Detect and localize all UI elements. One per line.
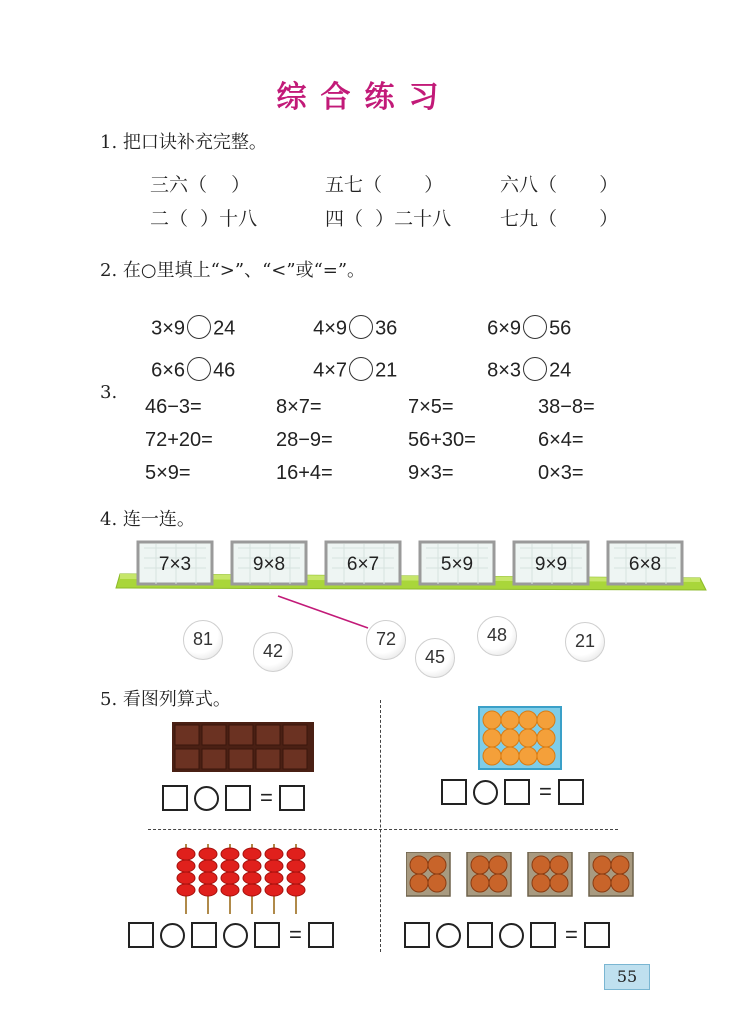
q3-heading: 3. — [100, 382, 118, 403]
q3-problem: 6×4= — [538, 429, 584, 451]
q2-right: 21 — [375, 359, 398, 382]
equation-row — [128, 922, 340, 948]
candied-haws-picture — [176, 842, 308, 916]
answer-box[interactable] — [191, 922, 217, 948]
goal-label: 5×9 — [440, 554, 474, 575]
q3-problem: 0×3= — [538, 462, 584, 484]
equals-sign: = — [289, 922, 302, 947]
answer-box[interactable] — [225, 785, 251, 811]
answer-circle[interactable] — [523, 357, 547, 381]
soccer-ball[interactable] — [565, 622, 605, 662]
operator-circle[interactable] — [436, 923, 461, 948]
chocolate-bar-picture — [172, 722, 314, 772]
goal-label: 6×7 — [346, 554, 380, 575]
goal-net[interactable] — [136, 540, 214, 586]
answer-box[interactable] — [558, 779, 584, 805]
answer-box[interactable] — [254, 922, 280, 948]
vertical-divider — [380, 700, 381, 952]
q2-right: 24 — [549, 359, 572, 382]
equals-sign: = — [260, 785, 273, 810]
page-number: 55 — [604, 964, 650, 990]
q3-problem: 46−3= — [145, 396, 202, 418]
operator-circle[interactable] — [499, 923, 524, 948]
q3-problem: 5×9= — [145, 462, 191, 484]
answer-box[interactable] — [404, 922, 430, 948]
q1-item: 六八（ ） — [500, 174, 619, 196]
equation-row — [441, 779, 590, 805]
soccer-ball[interactable] — [366, 620, 406, 660]
example-connector-line — [270, 590, 380, 635]
goal-net[interactable] — [230, 540, 308, 586]
soccer-ball[interactable] — [253, 632, 293, 672]
equals-sign: = — [565, 922, 578, 947]
q4-heading: 4. 连一连。 — [100, 509, 195, 530]
q2-right: 24 — [213, 317, 236, 340]
ball-number: 45 — [424, 647, 446, 667]
answer-box[interactable] — [308, 922, 334, 948]
operator-circle[interactable] — [223, 923, 248, 948]
equation-row — [404, 922, 616, 948]
q1-item: 五七（ ） — [325, 174, 444, 196]
soccer-ball[interactable] — [477, 616, 517, 656]
q2-left: 4×9 — [313, 317, 348, 340]
cookie-boxes-picture — [406, 852, 634, 898]
q2-left: 4×7 — [313, 359, 348, 382]
horizontal-divider — [148, 829, 618, 830]
soccer-ball[interactable] — [183, 620, 223, 660]
q2-left: 6×9 — [487, 317, 522, 340]
soccer-ball[interactable] — [415, 638, 455, 678]
goal-label: 9×8 — [252, 554, 286, 575]
ball-number: 72 — [375, 629, 397, 649]
goal-net[interactable] — [324, 540, 402, 586]
ball-number: 81 — [192, 629, 214, 649]
q2-compare — [302, 336, 397, 383]
q1-item: 四（ ）二十八 — [325, 208, 452, 230]
goal-net[interactable] — [418, 540, 496, 586]
q2-right: 46 — [213, 359, 236, 382]
equation-row — [162, 785, 311, 811]
q1-heading: 1. 把口诀补充完整。 — [100, 132, 267, 153]
operator-circle[interactable] — [160, 923, 185, 948]
q2-compare — [476, 336, 571, 383]
q3-problem: 16+4= — [276, 462, 333, 484]
q5-heading: 5. 看图列算式。 — [100, 689, 231, 710]
answer-box[interactable] — [530, 922, 556, 948]
q3-problem: 72+20= — [145, 429, 213, 451]
q3-problem: 8×7= — [276, 396, 322, 418]
answer-box[interactable] — [162, 785, 188, 811]
q2-left: 8×3 — [487, 359, 522, 382]
goal-label: 6×8 — [628, 554, 662, 575]
q1-item: 三六（ ） — [150, 174, 251, 196]
q3-problem: 7×5= — [408, 396, 454, 418]
operator-circle[interactable] — [194, 786, 219, 811]
q3-problem: 28−9= — [276, 429, 333, 451]
oranges-tray-picture — [478, 706, 562, 770]
ball-number: 21 — [574, 631, 596, 651]
q2-right: 36 — [375, 317, 398, 340]
q1-item: 二（ ）十八 — [150, 208, 258, 230]
q2-left: 6×6 — [151, 359, 186, 382]
q2-heading: 2. 在○里填上“>”、“<”或“=”。 — [100, 260, 366, 281]
ball-number: 48 — [486, 625, 508, 645]
q2-right: 56 — [549, 317, 572, 340]
goal-net[interactable] — [606, 540, 684, 586]
q2-compare — [476, 294, 571, 341]
q2-left: 3×9 — [151, 317, 186, 340]
q3-problem: 38−8= — [538, 396, 595, 418]
q2-compare — [140, 294, 235, 341]
q2-compare — [140, 336, 235, 383]
operator-circle[interactable] — [473, 780, 498, 805]
goal-label: 7×3 — [158, 554, 192, 575]
answer-box[interactable] — [504, 779, 530, 805]
q3-problem: 56+30= — [408, 429, 476, 451]
equals-sign: = — [539, 779, 552, 804]
q2-compare — [302, 294, 397, 341]
q3-problem: 9×3= — [408, 462, 454, 484]
answer-box[interactable] — [467, 922, 493, 948]
answer-box[interactable] — [128, 922, 154, 948]
answer-box[interactable] — [279, 785, 305, 811]
answer-circle[interactable] — [349, 357, 373, 381]
page-title: 综合练习 — [276, 80, 453, 115]
ball-number: 42 — [262, 641, 284, 661]
answer-circle[interactable] — [187, 357, 211, 381]
q1-item: 七九（ ） — [500, 208, 619, 230]
answer-box[interactable] — [441, 779, 467, 805]
goal-label: 9×9 — [534, 554, 568, 575]
goal-net[interactable] — [512, 540, 590, 586]
answer-box[interactable] — [584, 922, 610, 948]
